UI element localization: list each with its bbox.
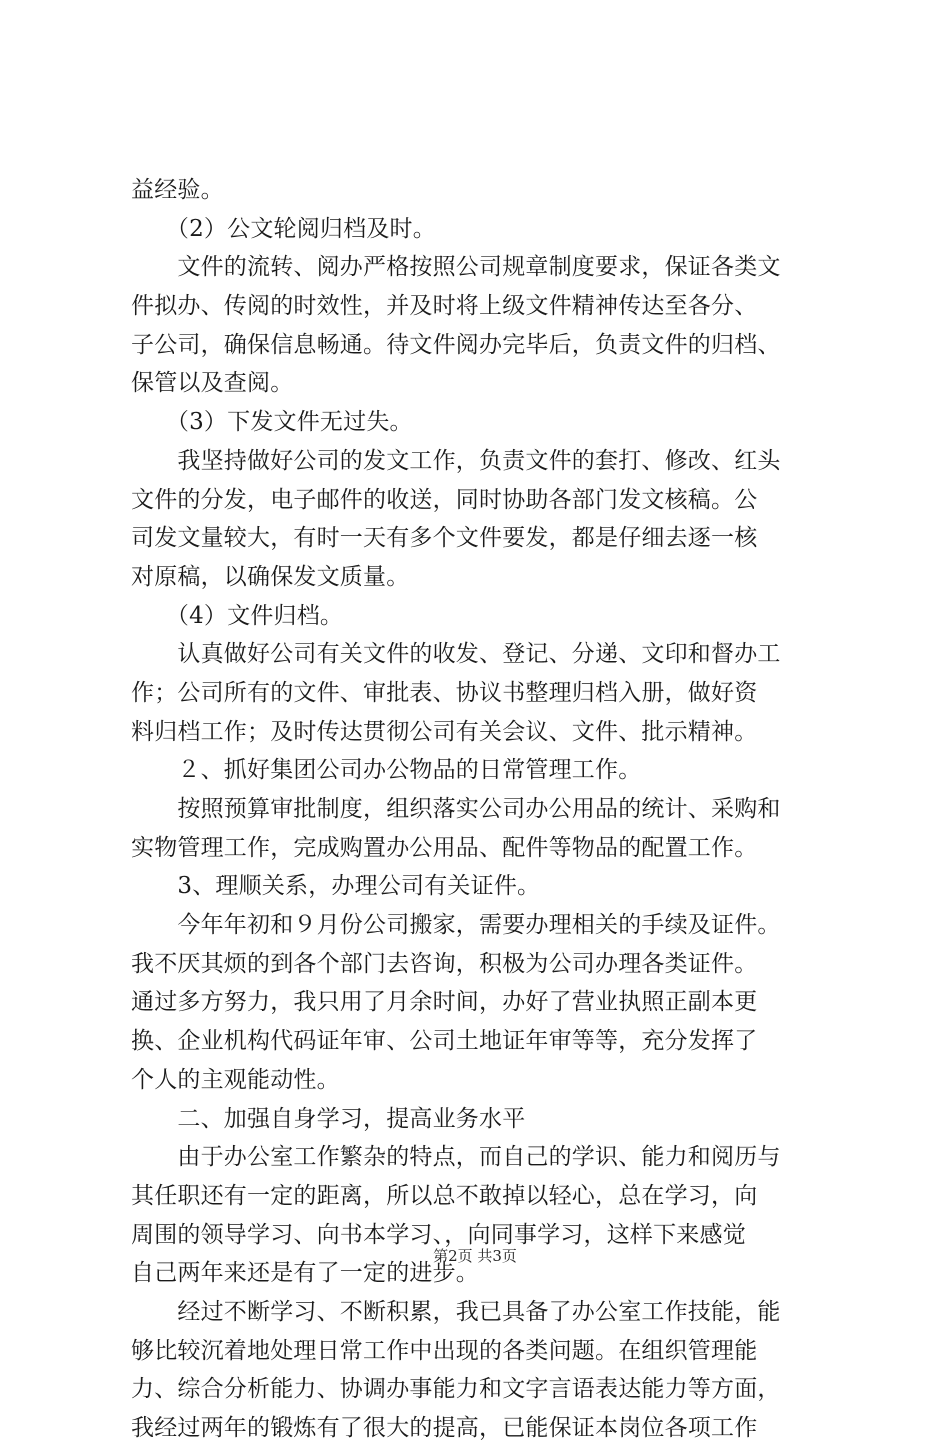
text-line: 自己两年来还是有了一定的进步。 <box>131 1260 479 1287</box>
text-line: 司发文量较大，有时一天有多个文件要发，都是仔细去逐一核 <box>131 525 758 552</box>
text-line: 子公司，确保信息畅通。待文件阅办完毕后，负责文件的归档、 <box>131 331 781 358</box>
text-line: 文件的分发，电子邮件的收送，同时协助各部门发文核稿。公 <box>131 486 758 513</box>
text-line: 料归档工作；及时传达贯彻公司有关会议、文件、批示精神。 <box>131 718 758 745</box>
text-line: 其任职还有一定的距离，所以总不敢掉以轻心，总在学习，向 <box>131 1182 758 1209</box>
text-line: 文件的流转、阅办严格按照公司规章制度要求，保证各类文 <box>131 254 781 281</box>
text-line: 3、理顺关系，办理公司有关证件。 <box>131 873 541 900</box>
text-line: 件拟办、传阅的时效性，并及时将上级文件精神传达至各分、 <box>131 293 758 320</box>
text-line: 益经验。 <box>131 177 224 203</box>
text-line: 经过不断学习、不断积累，我已具备了办公室工作技能，能 <box>131 1298 781 1325</box>
text-line: ２、抓好集团公司办公物品的日常管理工作。 <box>131 757 642 784</box>
text-line: 实物管理工作，完成购置办公用品、配件等物品的配置工作。 <box>131 834 758 861</box>
text-line: 够比较沉着地处理日常工作中出现的各类问题。在组织管理能 <box>131 1337 758 1364</box>
text-line: 按照预算审批制度，组织落实公司办公用品的统计、采购和 <box>131 796 781 822</box>
text-line: （2）公文轮阅归档及时。 <box>131 215 436 242</box>
text-line: （4）文件归档。 <box>131 602 344 629</box>
text-line: 作；公司所有的文件、审批表、协议书整理归档入册，做好资 <box>131 679 758 706</box>
text-line: 对原稿，以确保发文质量。 <box>131 563 410 590</box>
text-line: 通过多方努力，我只用了月余时间，办好了营业执照正副本更 <box>131 989 758 1016</box>
text-line: 周围的领导学习、向书本学习、，向同事学习，这样下来感觉 <box>131 1221 746 1248</box>
text-line: 我经过两年的锻炼有了很大的提高，已能保证本岗位各项工作 <box>131 1415 758 1441</box>
text-line: 我坚持做好公司的发文工作，负责文件的套打、修改、红头 <box>131 447 781 474</box>
text-line: 力、综合分析能力、协调办事能力和文字言语表达能力等方面， <box>131 1376 781 1403</box>
text-line: 由于办公室工作繁杂的特点，而自己的学识、能力和阅历与 <box>131 1144 781 1171</box>
text-line: （3）下发文件无过失。 <box>131 409 413 436</box>
text-line: 我不厌其烦的到各个部门去咨询，积极为公司办理各类证件。 <box>131 950 758 977</box>
text-line: 个人的主观能动性。 <box>131 1066 340 1093</box>
text-line: 认真做好公司有关文件的收发、登记、分递、文印和督办工 <box>131 641 781 668</box>
text-line: 换、企业机构代码证年审、公司土地证年审等等，充分发挥了 <box>131 1028 758 1055</box>
page-footer: 第2页 共3页 <box>433 1247 517 1265</box>
text-line: 保管以及查阅。 <box>131 370 294 397</box>
text-line: 今年年初和９月份公司搬家，需要办理相关的手续及证件。 <box>131 912 781 939</box>
text-line: 二、加强自身学习，提高业务水平 <box>131 1105 526 1132</box>
